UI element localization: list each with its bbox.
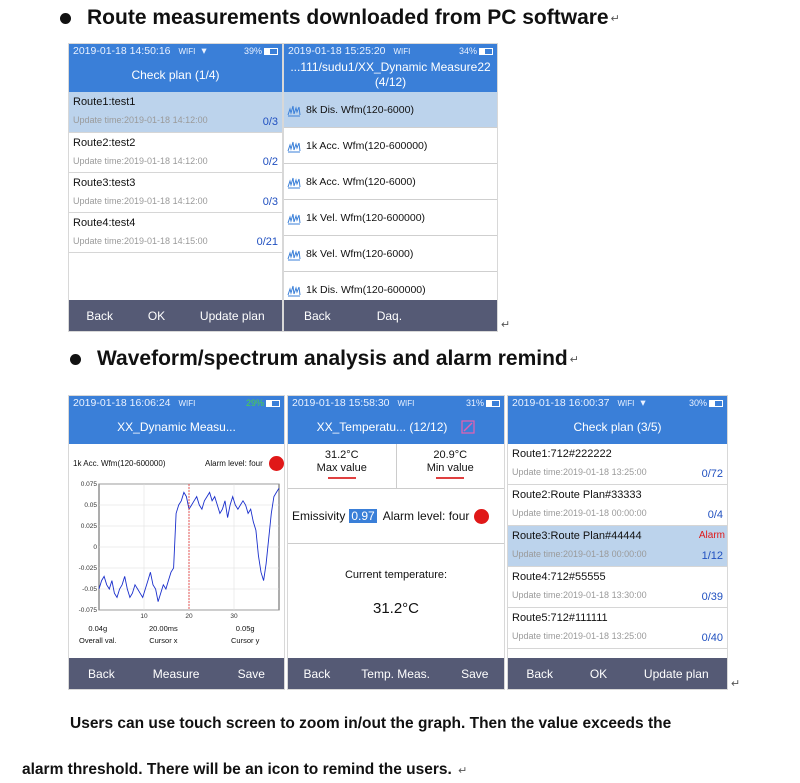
return-mark: ↵ — [731, 678, 741, 690]
route-name: Route1:712#222222 — [512, 448, 612, 460]
back-button[interactable]: Back — [88, 666, 115, 681]
cursor-y-value: 0.05g — [235, 624, 255, 633]
route-count: 0/4 — [707, 509, 723, 521]
save-button[interactable]: Save — [237, 666, 265, 681]
alarm-indicator-icon — [474, 509, 489, 524]
cursor-y-label: Cursor y — [231, 636, 260, 645]
back-button[interactable]: Back — [303, 666, 331, 681]
alarm-level-label: Alarm level: four — [382, 509, 470, 523]
screen-title: ...111/sudu1/XX_Dynamic Measure22 — [290, 60, 491, 74]
route-update-time: Update time:2019-01-18 00:00:00 — [512, 549, 647, 559]
overall-value: 0.04g — [88, 624, 108, 633]
caption-text: alarm threshold. There will be an icon to remind the users. — [22, 761, 452, 778]
measure-label: 8k Vel. Wfm(120-6000) — [306, 247, 414, 260]
status-time: 2019-01-18 16:06:24 — [73, 397, 171, 409]
route-count: 0/3 — [262, 116, 278, 128]
min-label: Min value — [426, 462, 474, 474]
battery-icon — [709, 400, 723, 407]
waveform-icon — [287, 283, 301, 297]
current-temperature-value: 31.2°C — [372, 600, 420, 617]
section-heading-routes — [60, 6, 620, 30]
button-bar — [284, 300, 497, 331]
measure-button[interactable]: Measure — [152, 666, 200, 681]
route-count: 1/12 — [701, 550, 723, 562]
measure-label: 8k Dis. Wfm(120-6000) — [306, 103, 414, 116]
route-count: 0/2 — [262, 156, 278, 168]
route-update-time: Update time:2019-01-18 14:12:00 — [73, 115, 208, 125]
wifi-label: WIFI — [178, 46, 196, 56]
status-bar — [69, 44, 282, 58]
battery-percent: 30% — [688, 398, 707, 408]
battery-percent: 39% — [243, 46, 262, 56]
alarm-badge: Alarm — [698, 530, 725, 541]
overall-value-readout — [79, 624, 117, 645]
route-name: Route5:712#111111 — [512, 612, 608, 624]
route-item[interactable] — [69, 213, 282, 253]
route-count: 0/21 — [256, 236, 278, 248]
title-bar — [508, 410, 727, 444]
status-bar — [284, 44, 497, 58]
min-value-box — [397, 444, 505, 488]
measure-label: 1k Vel. Wfm(120-600000) — [306, 211, 426, 224]
route-item[interactable] — [508, 526, 727, 567]
status-bar — [69, 396, 284, 410]
max-value-box — [288, 444, 397, 488]
cursor-x-value: 20.00ms — [149, 624, 178, 633]
y-tick-label: -0.075 — [78, 607, 97, 614]
title-bar — [69, 410, 284, 444]
wifi-label: WIFI — [393, 46, 411, 56]
route-name: Route4:test4 — [73, 217, 136, 229]
chart-title: 1k Acc. Wfm(120-600000) — [73, 459, 166, 468]
ok-button[interactable]: OK — [589, 666, 608, 681]
screen-check-plan — [68, 43, 283, 332]
route-update-time: Update time:2019-01-18 14:12:00 — [73, 196, 208, 206]
return-mark: ↵ — [610, 12, 620, 25]
y-tick-label: 0 — [93, 544, 97, 551]
y-tick-label: 0.05 — [84, 502, 97, 509]
min-value: 20.9°C — [433, 449, 468, 461]
route-item[interactable] — [508, 444, 727, 485]
route-name: Route3:test3 — [73, 177, 136, 189]
edit-icon[interactable] — [461, 420, 475, 434]
waveform-chart[interactable] — [69, 470, 285, 650]
route-item[interactable] — [69, 133, 282, 173]
bullet-icon — [60, 13, 71, 24]
current-temperature-panel — [288, 569, 504, 617]
battery-percent: 29% — [245, 398, 264, 408]
save-button[interactable]: Save — [461, 666, 489, 681]
current-temperature-label: Current temperature: — [344, 569, 448, 581]
button-bar — [288, 658, 504, 689]
route-name: Route2:Route Plan#33333 — [512, 489, 642, 501]
measure-item[interactable] — [284, 236, 497, 272]
route-update-time: Update time:2019-01-18 13:25:00 — [512, 631, 647, 641]
measure-item[interactable] — [284, 164, 497, 200]
title-bar — [69, 58, 282, 92]
status-time: 2019-01-18 16:00:37 — [512, 397, 610, 409]
measure-item[interactable] — [284, 92, 497, 128]
button-bar — [69, 658, 284, 689]
screen-title: Check plan (3/5) — [573, 419, 662, 434]
max-underline — [328, 477, 356, 479]
return-mark: ↵ — [501, 319, 511, 331]
wifi-label: WIFI — [397, 398, 415, 408]
min-max-panel — [288, 444, 504, 489]
battery-icon — [264, 48, 278, 55]
route-count: 0/72 — [701, 468, 723, 480]
ok-button[interactable]: OK — [147, 308, 166, 323]
screen-title: Check plan (1/4) — [131, 67, 220, 82]
route-count: 0/3 — [262, 196, 278, 208]
status-bar — [288, 396, 504, 410]
waveform-icon — [287, 247, 301, 261]
battery-icon — [479, 48, 493, 55]
screen-temperature — [287, 395, 505, 690]
route-list — [508, 444, 727, 649]
battery-icon — [266, 400, 280, 407]
route-item[interactable] — [69, 173, 282, 213]
measure-label: 1k Dis. Wfm(120-600000) — [306, 283, 426, 296]
route-name: Route3:Route Plan#44444 — [512, 530, 642, 542]
min-underline — [436, 477, 464, 479]
route-list — [69, 92, 282, 253]
cursor-x-readout — [149, 624, 178, 645]
waveform-icon — [287, 211, 301, 225]
route-update-time: Update time:2019-01-18 13:25:00 — [512, 467, 647, 477]
status-time: 2019-01-18 14:50:16 — [73, 45, 171, 57]
status-bar — [508, 396, 727, 410]
title-bar — [284, 58, 497, 92]
back-button[interactable]: Back — [86, 308, 114, 323]
screen-title: XX_Temperatu... (12/12) — [316, 419, 448, 434]
alarm-level-label: Alarm level: four — [205, 459, 263, 468]
battery-percent: 34% — [458, 46, 477, 56]
route-count: 0/40 — [701, 632, 723, 644]
status-time: 2019-01-18 15:25:20 — [288, 45, 386, 57]
update-plan-button[interactable]: Update plan — [199, 308, 265, 323]
heading-text: Waveform/spectrum analysis and alarm remind — [97, 347, 568, 370]
caption-line-2 — [22, 761, 467, 779]
screen-waveform — [68, 395, 285, 690]
x-tick-label: 20 — [185, 613, 193, 620]
screen-check-plan-alarm — [507, 395, 728, 690]
return-mark: ↵ — [569, 353, 579, 366]
screen-title: XX_Dynamic Measu... — [117, 419, 236, 434]
battery-icon — [486, 400, 500, 407]
route-item[interactable] — [508, 608, 727, 649]
route-item[interactable] — [69, 92, 282, 133]
wifi-label: WIFI — [178, 398, 196, 408]
route-name: Route2:test2 — [73, 137, 136, 149]
route-update-time: Update time:2019-01-18 14:12:00 — [73, 156, 208, 166]
emissivity-input[interactable]: 0.97 — [351, 509, 375, 523]
status-time: 2019-01-18 15:58:30 — [292, 397, 390, 409]
x-tick-label: 30 — [230, 613, 238, 620]
wifi-label: WIFI — [617, 398, 635, 408]
button-bar — [508, 658, 727, 689]
cursor-x-label: Cursor x — [149, 636, 178, 645]
max-value: 31.2°C — [324, 449, 359, 461]
bullet-icon — [70, 354, 81, 365]
route-name: Route1:test1 — [73, 96, 136, 108]
section-heading-analysis — [70, 347, 579, 371]
measure-item[interactable] — [284, 200, 497, 236]
measure-list — [284, 92, 497, 308]
screen-subtitle: (4/12) — [374, 75, 407, 89]
measure-item[interactable] — [284, 128, 497, 164]
y-tick-label: -0.025 — [78, 565, 97, 572]
screen-measure-list — [283, 43, 498, 332]
update-plan-button[interactable]: Update plan — [643, 666, 709, 681]
temp-measure-button[interactable]: Temp. Meas. — [361, 666, 430, 681]
y-tick-label: 0.075 — [80, 481, 97, 488]
wifi-icon: ▾ — [201, 45, 207, 57]
waveform-icon — [287, 175, 301, 189]
alarm-indicator-icon — [269, 456, 284, 471]
route-item[interactable] — [508, 567, 727, 608]
measure-label: 1k Acc. Wfm(120-600000) — [306, 139, 428, 152]
heading-text: Route measurements downloaded from PC software — [87, 6, 609, 29]
caption-line-1: Users can use touch screen to zoom in/out the graph. Then the value exceeds the — [70, 715, 672, 732]
wifi-icon: ▾ — [640, 397, 646, 409]
max-label: Max value — [316, 462, 367, 474]
chart-panel[interactable] — [69, 444, 284, 660]
route-update-time: Update time:2019-01-18 13:30:00 — [512, 590, 647, 600]
route-name: Route4:712#55555 — [512, 571, 606, 583]
waveform-icon — [287, 103, 301, 117]
battery-percent: 31% — [465, 398, 484, 408]
overall-label: Overall val. — [79, 636, 117, 645]
y-tick-label: 0.025 — [80, 523, 97, 530]
return-mark: ↵ — [458, 765, 468, 777]
back-button[interactable]: Back — [304, 308, 331, 323]
y-tick-label: -0.05 — [82, 586, 97, 593]
back-button[interactable]: Back — [526, 666, 554, 681]
route-count: 0/39 — [701, 591, 723, 603]
x-tick-label: 10 — [140, 613, 148, 620]
button-bar — [69, 300, 282, 331]
waveform-icon — [287, 139, 301, 153]
route-update-time: Update time:2019-01-18 14:15:00 — [73, 236, 208, 246]
route-update-time: Update time:2019-01-18 00:00:00 — [512, 508, 647, 518]
route-item[interactable] — [508, 485, 727, 526]
measure-label: 8k Acc. Wfm(120-6000) — [306, 175, 416, 188]
emissivity-label: Emissivity — [292, 509, 346, 523]
daq-button[interactable]: Daq. — [376, 308, 403, 323]
title-bar — [288, 410, 504, 444]
emissivity-row — [288, 489, 504, 544]
cursor-y-readout — [231, 624, 259, 645]
